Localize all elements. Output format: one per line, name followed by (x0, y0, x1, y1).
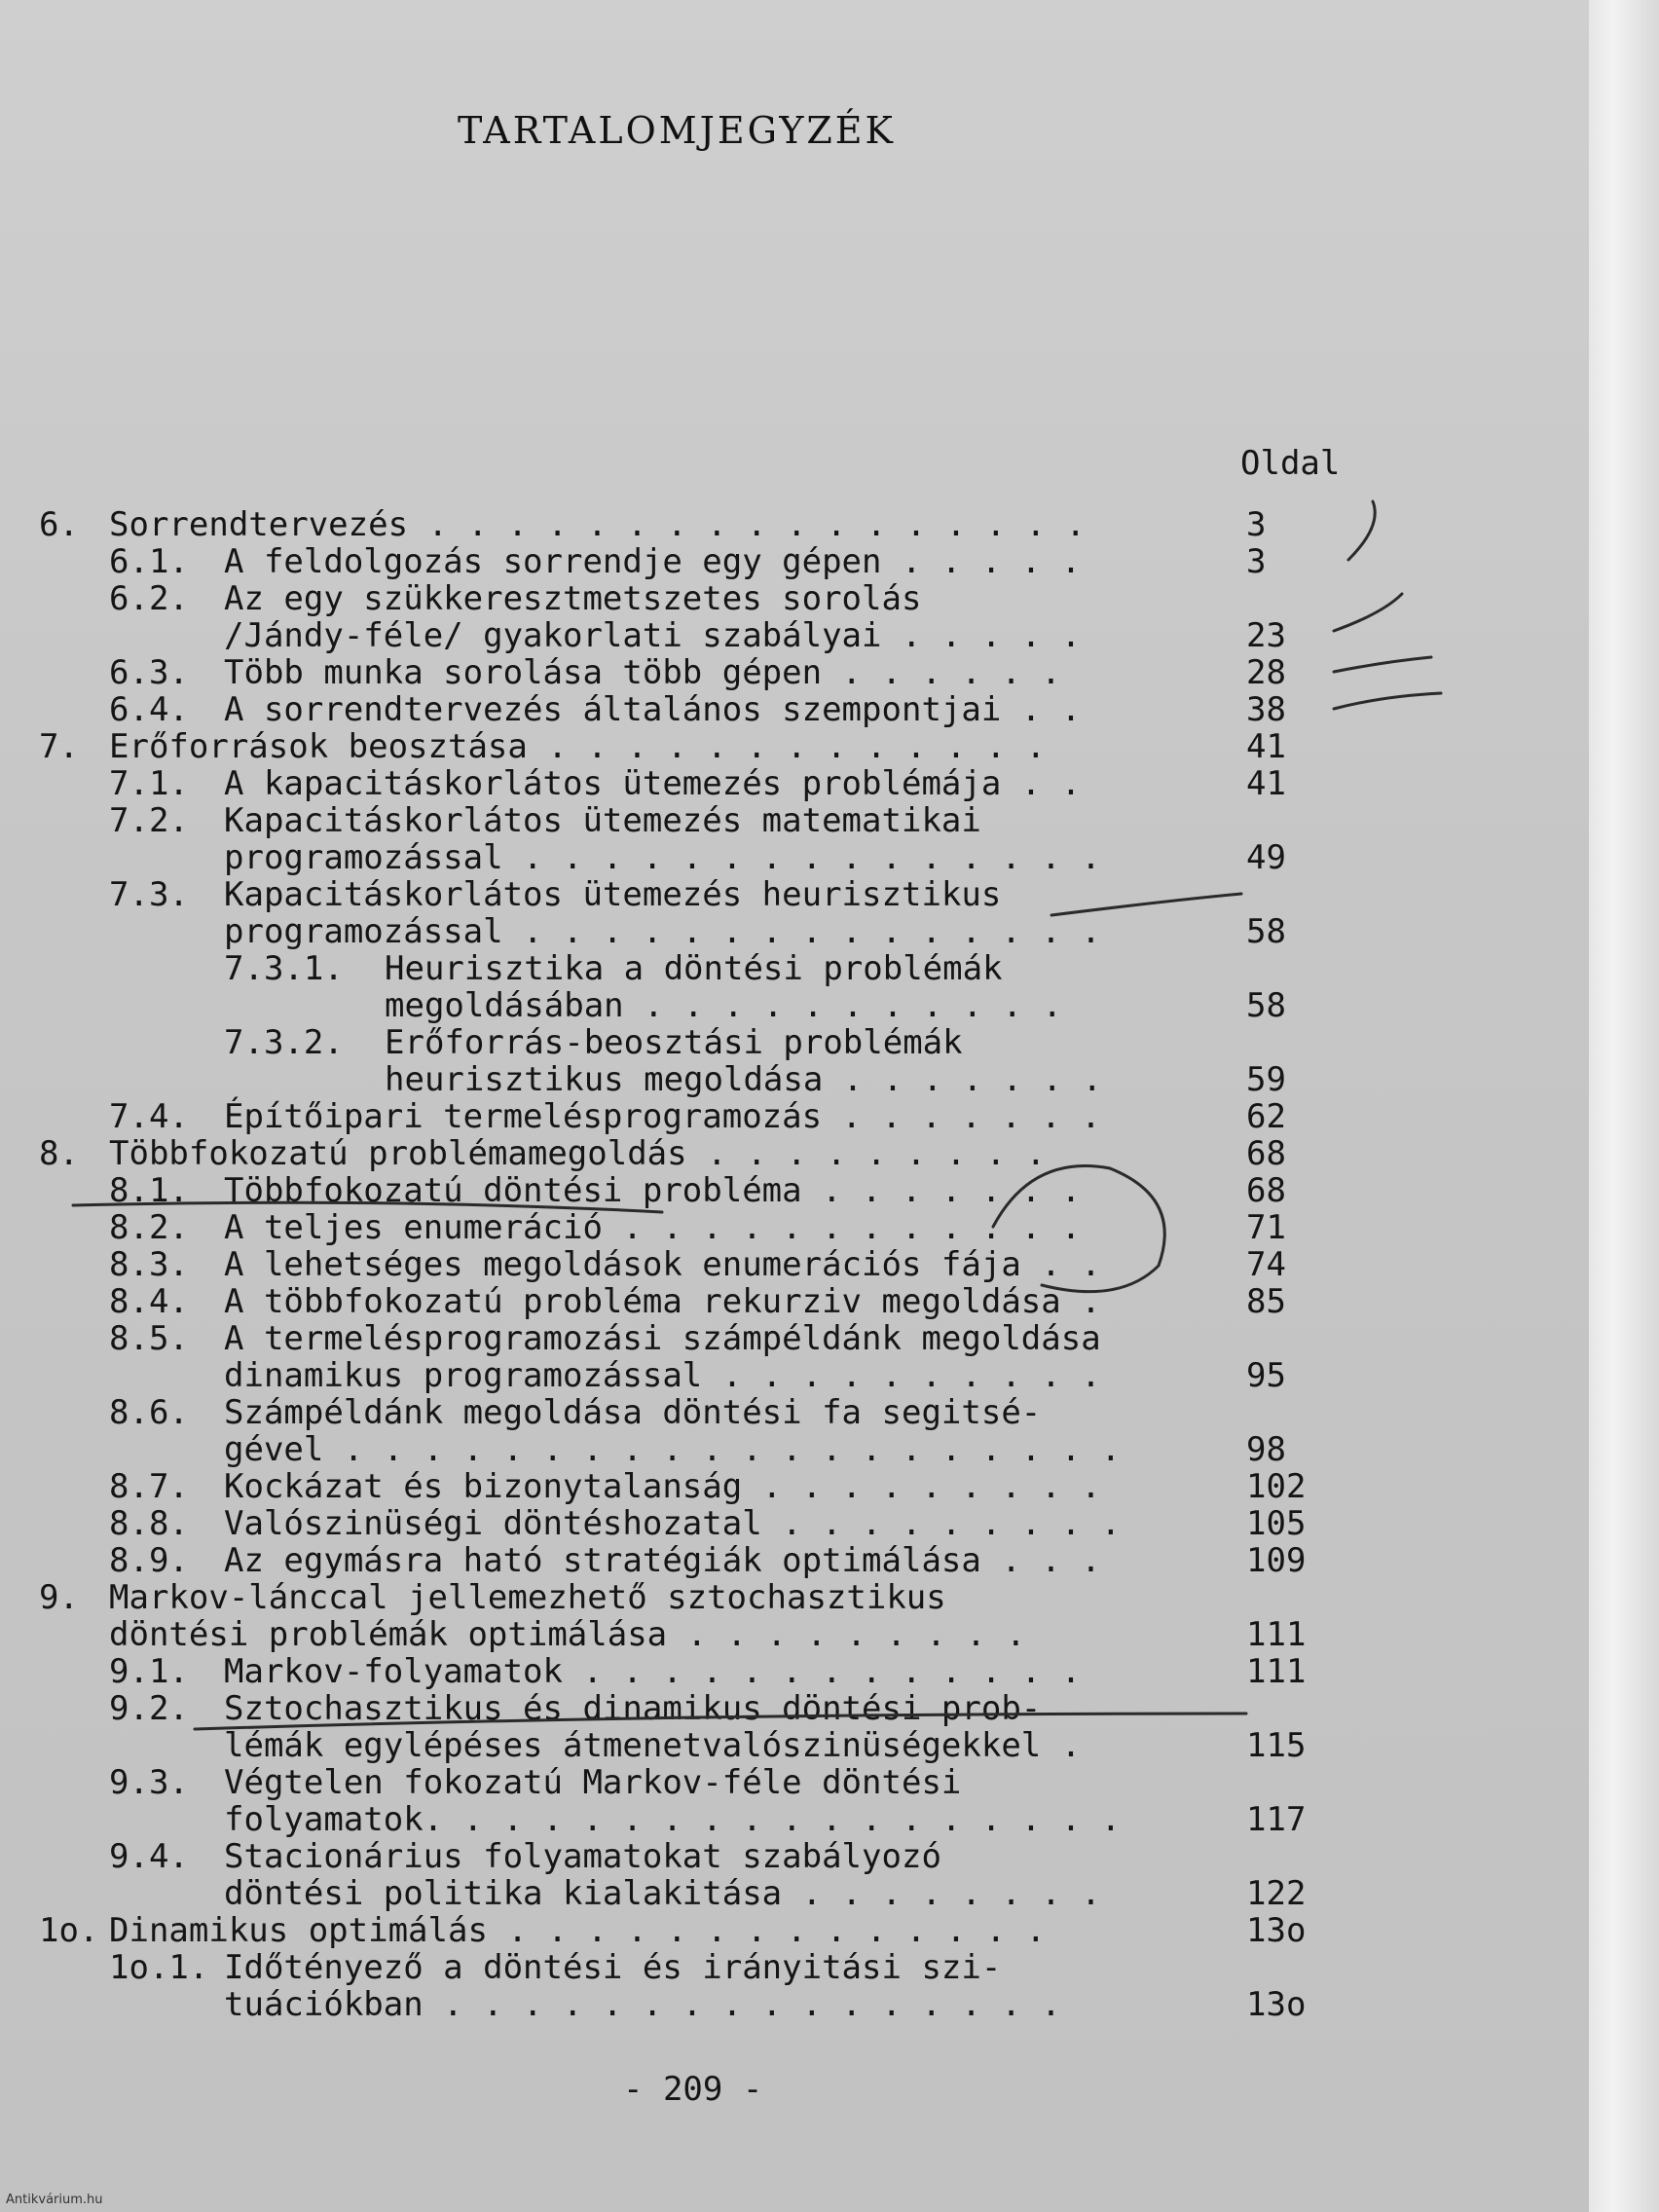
toc-entry-page: 95 (1246, 1356, 1286, 1395)
toc-entry-page: 111 (1246, 1652, 1307, 1691)
toc-entry-page: 3 (1246, 542, 1267, 581)
pencil-tick-1 (1348, 501, 1375, 560)
toc-entry-title: Heurisztika a döntési problémák (385, 949, 1003, 988)
toc-entry-title: Időtényező a döntési és irányitási szi- (224, 1948, 1002, 1987)
toc-entry-page: 102 (1246, 1467, 1307, 1506)
toc-entry-title: Markov-lánccal jellemezhető sztochasztikus (109, 1578, 946, 1617)
toc-entry-title: A sorrendtervezés általános szempontjai . . (224, 690, 1082, 729)
toc-entry-page: 28 (1246, 653, 1286, 692)
toc-entry-number: 8.5. (109, 1319, 189, 1358)
toc-entry-title: A lehetséges megoldások enumerációs fája . . (224, 1245, 1101, 1284)
toc-entry-number: 6.3. (109, 653, 189, 692)
toc-entry-page: 58 (1246, 912, 1286, 951)
toc-entry-title: Dinamikus optimálás . . . . . . . . . . . . . . (109, 1911, 1047, 1950)
toc-entry-number: 7.2. (109, 801, 189, 840)
toc-entry-title: heurisztikus megoldása . . . . . . . (385, 1060, 1102, 1099)
toc-entry-page: 49 (1246, 838, 1286, 877)
pencil-tick-4 (1334, 693, 1441, 709)
toc-entry-title: Stacionárius folyamatokat szabályozó (224, 1837, 941, 1876)
toc-entry-number: 8.7. (109, 1467, 189, 1506)
toc-entry-title: Erőforrások beosztása . . . . . . . . . . . . . (109, 727, 1047, 766)
toc-entry-title: Végtelen fokozatú Markov-féle döntési (224, 1763, 962, 1802)
pencil-underline-3 (1051, 894, 1241, 915)
watermark: Antikvárium.hu (6, 2193, 103, 2207)
toc-entry-title: Több munka sorolása több gépen . . . . . . (224, 653, 1061, 692)
page-title: TARTALOMJEGYZÉK (458, 109, 896, 152)
toc-entry-title: lémák egylépéses átmenetvalószinüségekkel . (224, 1726, 1082, 1765)
toc-entry-title: Erőforrás-beosztási problémák (385, 1023, 963, 1062)
toc-entry-title: döntési problémák optimálása . . . . . . . . . (109, 1615, 1026, 1654)
toc-entry-title: Többfokozatú problémamegoldás . . . . . . . . . (109, 1134, 1047, 1173)
toc-entry-title: Sorrendtervezés . . . . . . . . . . . . . . . . . (109, 505, 1087, 544)
toc-entry-number: 6. (39, 505, 79, 544)
toc-entry-page: 3 (1246, 505, 1267, 544)
toc-entry-page: 13o (1246, 1911, 1307, 1950)
toc-entry-page: 74 (1246, 1245, 1286, 1284)
toc-entry-number: 7.3.2. (224, 1023, 344, 1062)
toc-entry-number: 9.2. (109, 1689, 189, 1728)
toc-entry-page: 59 (1246, 1060, 1286, 1099)
toc-entry-number: 8.8. (109, 1504, 189, 1543)
toc-entry-title: döntési politika kialakitása . . . . . . . . (224, 1874, 1101, 1913)
toc-entry-number: 1o.1. (109, 1948, 209, 1987)
toc-entry-title: /Jándy-féle/ gyakorlati szabályai . . . . . (224, 616, 1082, 655)
toc-entry-page: 109 (1246, 1541, 1307, 1580)
toc-entry-page: 62 (1246, 1097, 1286, 1136)
toc-entry-number: 7. (39, 727, 79, 766)
toc-entry-title: programozással . . . . . . . . . . . . . . . (224, 912, 1101, 951)
toc-entry-page: 122 (1246, 1874, 1307, 1913)
toc-entry-number: 7.3.1. (224, 949, 344, 988)
toc-entry-page: 105 (1246, 1504, 1307, 1543)
toc-entry-number: 8. (39, 1134, 79, 1173)
toc-entry-number: 8.3. (109, 1245, 189, 1284)
pencil-tick-2 (1334, 594, 1402, 631)
toc-entry-number: 1o. (39, 1911, 99, 1950)
toc-entry-title: Markov-folyamatok . . . . . . . . . . . . . (224, 1652, 1082, 1691)
toc-entry-page: 58 (1246, 986, 1286, 1025)
pencil-underline-2 (195, 1714, 1246, 1729)
toc-entry-title: A kapacitáskorlátos ütemezés problémája . . (224, 764, 1082, 803)
toc-entry-title: Többfokozatú döntési probléma . . . . . . . (224, 1171, 1082, 1210)
toc-entry-title: Kapacitáskorlátos ütemezés heurisztikus (224, 875, 1002, 914)
toc-entry-number: 6.4. (109, 690, 189, 729)
toc-entry-number: 8.6. (109, 1393, 189, 1432)
pencil-circle (993, 1166, 1164, 1292)
toc-entry-page: 68 (1246, 1134, 1286, 1173)
toc-entry-title: tuációkban . . . . . . . . . . . . . . . . (224, 1985, 1061, 2024)
toc-entry-page: 111 (1246, 1615, 1307, 1654)
toc-entry-number: 7.3. (109, 875, 189, 914)
toc-entry-number: 6.1. (109, 542, 189, 581)
toc-entry-title: gével . . . . . . . . . . . . . . . . . . . . (224, 1430, 1122, 1469)
toc-entry-page: 13o (1246, 1985, 1307, 2024)
toc-entry-title: A termelésprogramozási számpéldánk megoldása (224, 1319, 1101, 1358)
pencil-tick-3 (1334, 657, 1431, 672)
toc-entry-number: 6.2. (109, 579, 189, 618)
toc-entry-number: 9. (39, 1578, 79, 1617)
toc-entry-title: A többfokozatú probléma rekurziv megoldása . (224, 1282, 1101, 1321)
toc-entry-title: Kockázat és bizonytalanság . . . . . . . . . (224, 1467, 1101, 1506)
toc-entry-title: Építőipari termelésprogramozás . . . . . . . (224, 1097, 1101, 1136)
toc-entry-title: A teljes enumeráció . . . . . . . . . . . . (224, 1208, 1082, 1247)
toc-entry-number: 8.1. (109, 1171, 189, 1210)
toc-entry-number: 8.9. (109, 1541, 189, 1580)
toc-entry-title: megoldásában . . . . . . . . . . . (385, 986, 1062, 1025)
page-column-header: Oldal (1240, 444, 1341, 483)
toc-entry-page: 117 (1246, 1800, 1307, 1839)
toc-entry-page: 23 (1246, 616, 1286, 655)
page-number-footer: - 209 - (623, 2070, 763, 2109)
toc-entry-number: 9.1. (109, 1652, 189, 1691)
toc-entry-page: 41 (1246, 764, 1286, 803)
toc-entry-number: 7.1. (109, 764, 189, 803)
toc-entry-page: 68 (1246, 1171, 1286, 1210)
toc-entry-title: folyamatok. . . . . . . . . . . . . . . . . . (224, 1800, 1122, 1839)
toc-entry-title: dinamikus programozással . . . . . . . . . . (224, 1356, 1101, 1395)
toc-entry-page: 38 (1246, 690, 1286, 729)
toc-entry-title: Számpéldánk megoldása döntési fa segitsé- (224, 1393, 1042, 1432)
toc-entry-page: 85 (1246, 1282, 1286, 1321)
toc-entry-page: 98 (1246, 1430, 1286, 1469)
toc-entry-title: Valószinüségi döntéshozatal . . . . . . . . . (224, 1504, 1122, 1543)
toc-entry-number: 7.4. (109, 1097, 189, 1136)
toc-entry-page: 71 (1246, 1208, 1286, 1247)
toc-entry-page: 115 (1246, 1726, 1307, 1765)
toc-entry-title: Az egymásra ható stratégiák optimálása . . . (224, 1541, 1101, 1580)
toc-entry-title: Sztochasztikus és dinamikus döntési prob- (224, 1689, 1042, 1728)
pencil-underline-1 (73, 1202, 662, 1212)
toc-entry-title: programozással . . . . . . . . . . . . . . . (224, 838, 1101, 877)
toc-entry-number: 8.4. (109, 1282, 189, 1321)
toc-entry-title: Kapacitáskorlátos ütemezés matematikai (224, 801, 981, 840)
toc-entry-title: Az egy szükkeresztmetszetes sorolás (224, 579, 922, 618)
toc-entry-title: A feldolgozás sorrendje egy gépen . . . . . (224, 542, 1082, 581)
toc-entry-number: 9.3. (109, 1763, 189, 1802)
toc-entry-number: 9.4. (109, 1837, 189, 1876)
toc-entry-number: 8.2. (109, 1208, 189, 1247)
toc-entry-page: 41 (1246, 727, 1286, 766)
